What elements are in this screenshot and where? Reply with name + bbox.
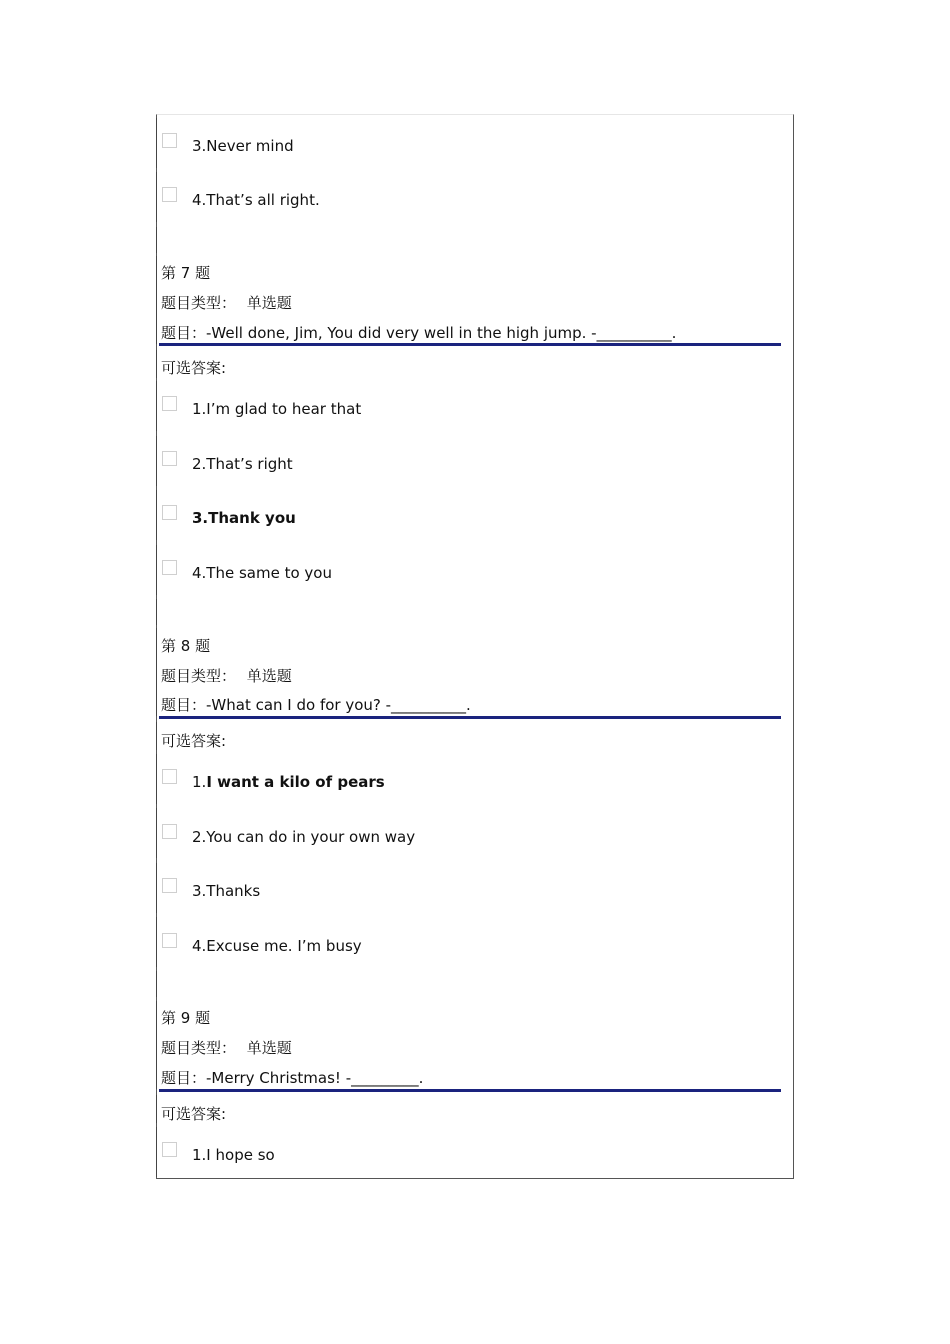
row-divider: [156, 628, 157, 716]
question-type: [161, 665, 292, 686]
checkbox[interactable]: [162, 396, 177, 411]
row-divider: [156, 1001, 157, 1089]
row-divider: [156, 350, 157, 378]
checkbox[interactable]: [162, 451, 177, 466]
question-type-value: 单选题: [246, 667, 292, 685]
option-label: 1.I hope so: [192, 1146, 275, 1164]
checkbox[interactable]: [162, 1142, 177, 1157]
option-label: 3.Never mind: [192, 137, 294, 155]
question-type-label: 题目类型：: [161, 1039, 237, 1057]
option-prefix: 1.: [192, 773, 207, 791]
question-stem: 题目：-Merry Christmas! -_________.: [161, 1069, 424, 1087]
question-type-value: 单选题: [246, 1039, 292, 1057]
question-number: 第 7 题: [161, 264, 211, 282]
answers-label: 可选答案:: [161, 1105, 227, 1123]
question-stem: 题目：-Well done, Jim, You did very well in the high jump. -__________.: [161, 324, 677, 342]
checkbox[interactable]: [162, 133, 177, 148]
row-divider: [156, 436, 157, 486]
row-divider: [156, 754, 157, 804]
question-stem: 题目：-What can I do for you? -__________.: [161, 696, 471, 714]
checkbox[interactable]: [162, 560, 177, 575]
checkbox[interactable]: [162, 187, 177, 202]
row-divider: [156, 490, 157, 540]
question-number: 第 9 题: [161, 1009, 211, 1027]
row-divider: [156, 545, 157, 595]
row-divider: [156, 971, 157, 997]
row-divider: [156, 381, 157, 431]
option-text: I want a kilo of pears: [206, 773, 385, 791]
option-label: 1.I’m glad to hear that: [192, 400, 362, 418]
option-label: 3.Thank you: [192, 509, 296, 527]
question-type: [161, 1037, 292, 1058]
checkbox[interactable]: [162, 824, 177, 839]
question-type-label: 题目类型：: [161, 294, 237, 312]
row-divider: [156, 172, 157, 222]
question-divider: [159, 716, 781, 719]
row-divider: [156, 863, 157, 913]
row-divider: [156, 227, 157, 253]
option-label: 4.Excuse me. I’m busy: [192, 937, 362, 955]
row-divider: [156, 1127, 157, 1177]
option-label: [192, 773, 385, 791]
question-type: [161, 292, 292, 313]
row-divider: [156, 722, 157, 750]
checkbox[interactable]: [162, 769, 177, 784]
answers-label: 可选答案:: [161, 359, 227, 377]
option-label: 2.You can do in your own way: [192, 828, 416, 846]
row-divider: [156, 599, 157, 625]
answers-label: 可选答案:: [161, 732, 227, 750]
checkbox[interactable]: [162, 505, 177, 520]
option-label: 3.Thanks: [192, 882, 261, 900]
option-label: 2.That’s right: [192, 455, 293, 473]
question-number: 第 8 题: [161, 637, 211, 655]
option-label: 4.That’s all right.: [192, 191, 320, 209]
quiz-frame: [156, 114, 794, 1179]
question-type-value: 单选题: [246, 294, 292, 312]
question-divider: [159, 343, 781, 346]
question-type-label: 题目类型：: [161, 667, 237, 685]
checkbox[interactable]: [162, 878, 177, 893]
row-divider: [156, 808, 157, 858]
question-divider: [159, 1089, 781, 1092]
row-divider: [156, 917, 157, 967]
checkbox[interactable]: [162, 933, 177, 948]
row-divider: [156, 1095, 157, 1123]
row-divider: [156, 256, 157, 344]
option-label: 4.The same to you: [192, 564, 332, 582]
row-divider: [156, 118, 157, 168]
